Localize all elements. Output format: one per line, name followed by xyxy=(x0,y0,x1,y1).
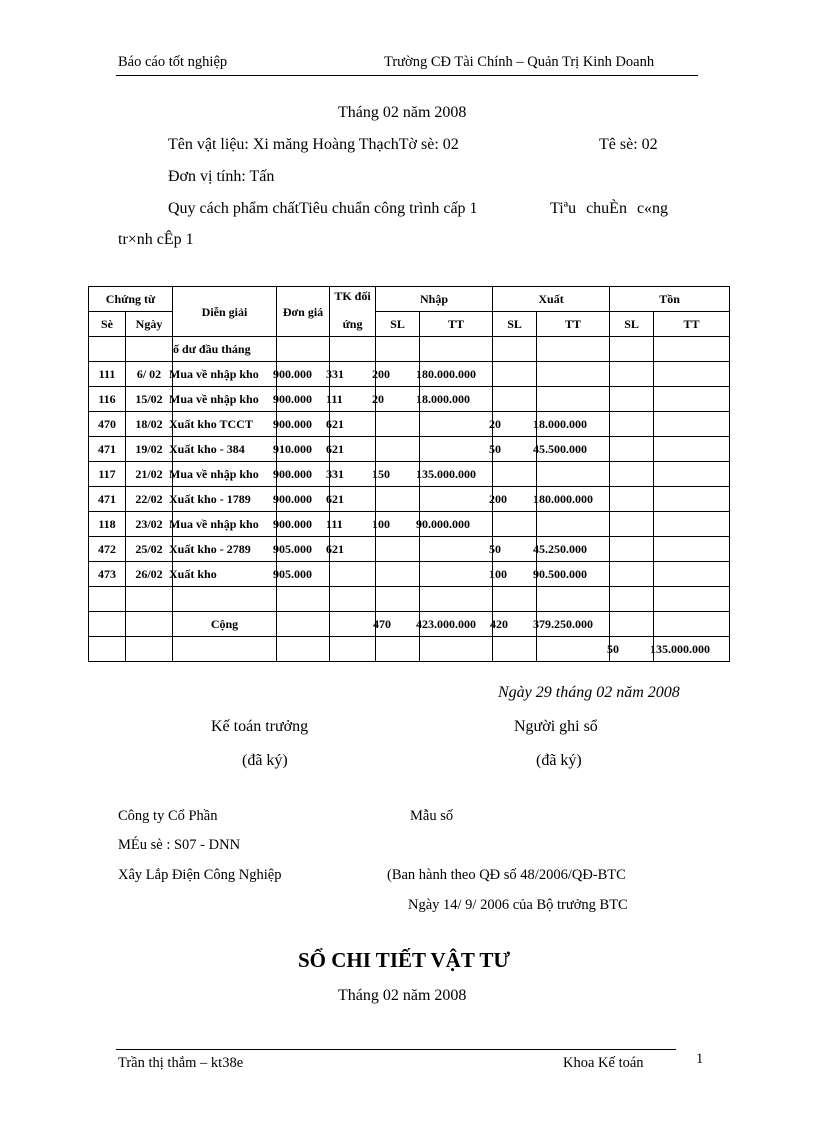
cell-export-qty xyxy=(493,462,537,487)
sheet-number: Tê sè: 02 xyxy=(599,136,658,153)
book-month: Tháng 02 năm 2008 xyxy=(338,987,467,1004)
cell-export-qty: 100 xyxy=(493,562,537,587)
cell-voucher-no: 470 xyxy=(89,412,126,437)
header-row-1 xyxy=(89,287,730,312)
cell-balance-qty xyxy=(610,462,654,487)
cell-export-amount xyxy=(537,462,610,487)
cell-description: Xuất kho xyxy=(173,562,277,587)
intro-month: Tháng 02 năm 2008 xyxy=(338,104,467,121)
spec-tail: Tiªu chuÈn c«ng xyxy=(550,200,669,217)
cell-import-amount xyxy=(420,562,493,587)
spec-line-2: tr×nh cÊp 1 xyxy=(118,231,194,248)
cell-voucher-no: 117 xyxy=(89,462,126,487)
cell-voucher-date: 22/02 xyxy=(126,487,173,512)
blank-row xyxy=(89,587,730,612)
book-title: SỔ CHI TIẾT VẬT TƯ xyxy=(298,948,511,972)
cell-description: Xuất kho - 384 xyxy=(173,437,277,462)
cell-voucher-no: 471 xyxy=(89,437,126,462)
cell-description: Xuất kho - 1789 xyxy=(173,487,277,512)
cell-balance-amount xyxy=(654,387,730,412)
cell-import-qty: 100 xyxy=(376,512,420,537)
cell-export-amount: 180.000.000 xyxy=(537,487,610,512)
chief-accountant-signed: (đã ký) xyxy=(242,752,288,769)
header-rule xyxy=(116,75,698,76)
cell-balance-amount xyxy=(654,537,730,562)
cell-import-qty xyxy=(376,487,420,512)
cell-voucher-date: 15/02 xyxy=(126,387,173,412)
cell-description: Xuất kho - 2789 xyxy=(173,537,277,562)
cell-import-qty xyxy=(376,562,420,587)
col-account-bottom: ứng xyxy=(342,317,363,331)
cell-voucher-date: 19/02 xyxy=(126,437,173,462)
cell-account: 111 xyxy=(330,387,376,412)
col-voucher-date: Ngày xyxy=(126,312,173,337)
cell-import-qty xyxy=(376,412,420,437)
cell-account: 331 xyxy=(330,362,376,387)
cell-export-amount xyxy=(537,387,610,412)
cell-export-amount: 45.250.000 xyxy=(537,537,610,562)
col-balance: Tồn xyxy=(610,287,730,312)
closing-balance-row xyxy=(89,637,730,662)
recorder-signed: (đã ký) xyxy=(536,752,582,769)
cell-unit-price: 905.000 xyxy=(277,537,330,562)
cell-voucher-date: 21/02 xyxy=(126,462,173,487)
spec-line-1: Quy cách phẩm chấtTiêu chuẩn công trình cấp 1 xyxy=(168,200,478,217)
signature-date: Ngày 29 tháng 02 năm 2008 xyxy=(498,684,680,701)
cell-import-amount xyxy=(420,537,493,562)
cell-import-qty: 20 xyxy=(376,387,420,412)
cell-export-qty: 20 xyxy=(493,412,537,437)
cell-balance-amount xyxy=(654,562,730,587)
cell-export-amount: 18.000.000 xyxy=(537,412,610,437)
cell-import-amount: 180.000.000 xyxy=(420,362,493,387)
cell-description: Mua về nhập kho xyxy=(173,512,277,537)
footer-rule xyxy=(116,1049,676,1050)
table-row xyxy=(89,437,730,462)
ledger-body xyxy=(89,362,730,587)
cell-unit-price: 910.000 xyxy=(277,437,330,462)
cell-balance-qty xyxy=(610,537,654,562)
col-account-top: TK đối xyxy=(334,289,371,303)
unit-of-measure: Đơn vị tính: Tấn xyxy=(168,168,275,185)
cell-balance-qty xyxy=(610,362,654,387)
cell-account: 621 xyxy=(330,487,376,512)
col-voucher: Chứng từ xyxy=(89,287,173,312)
cell-voucher-date: 25/02 xyxy=(126,537,173,562)
col-unit-price: Đơn giá xyxy=(277,287,330,337)
total-import-amount: 423.000.000 xyxy=(420,612,493,637)
page-number: 1 xyxy=(696,1051,704,1067)
total-import-qty: 470 xyxy=(376,612,420,637)
table-row xyxy=(89,512,730,537)
cell-voucher-no: 471 xyxy=(89,487,126,512)
cell-unit-price: 900.000 xyxy=(277,512,330,537)
cell-import-amount xyxy=(420,437,493,462)
cell-account: 331 xyxy=(330,462,376,487)
cell-unit-price: 900.000 xyxy=(277,412,330,437)
cell-balance-amount xyxy=(654,462,730,487)
table-row xyxy=(89,562,730,587)
company-name-2: Xây Lắp Điện Công Nghiệp xyxy=(118,867,282,883)
cell-import-amount xyxy=(420,412,493,437)
total-row xyxy=(89,612,730,637)
cell-import-qty xyxy=(376,537,420,562)
col-export-qty: SL xyxy=(493,312,537,337)
footer-author: Trần thị thắm – kt38e xyxy=(118,1055,244,1071)
opening-balance-row xyxy=(89,337,730,362)
cell-import-amount: 135.000.000 xyxy=(420,462,493,487)
cell-voucher-no: 116 xyxy=(89,387,126,412)
closing-qty: 50 xyxy=(610,637,654,662)
cell-import-qty: 200 xyxy=(376,362,420,387)
cell-balance-qty xyxy=(610,512,654,537)
form-code: MÉu sè : S07 - DNN xyxy=(118,837,241,853)
cell-voucher-date: 18/02 xyxy=(126,412,173,437)
cell-description: Mua về nhập kho xyxy=(173,387,277,412)
cell-balance-qty xyxy=(610,437,654,462)
cell-unit-price: 900.000 xyxy=(277,462,330,487)
table-row xyxy=(89,362,730,387)
col-account xyxy=(330,287,376,337)
header-left: Báo cáo tốt nghiệp xyxy=(118,54,228,70)
cell-export-amount: 90.500.000 xyxy=(537,562,610,587)
cell-unit-price: 900.000 xyxy=(277,487,330,512)
ledger-table xyxy=(88,286,730,662)
col-import-amount: TT xyxy=(420,312,493,337)
cell-unit-price: 900.000 xyxy=(277,387,330,412)
cell-export-amount xyxy=(537,512,610,537)
cell-voucher-no: 118 xyxy=(89,512,126,537)
cell-voucher-no: 473 xyxy=(89,562,126,587)
cell-balance-amount xyxy=(654,362,730,387)
cell-export-qty: 50 xyxy=(493,537,537,562)
total-label: Cộng xyxy=(173,612,277,637)
cell-account xyxy=(330,562,376,587)
company-name-1: Công ty Cổ Phần xyxy=(118,808,218,824)
cell-balance-amount xyxy=(654,487,730,512)
total-export-amount: 379.250.000 xyxy=(537,612,610,637)
cell-voucher-date: 23/02 xyxy=(126,512,173,537)
closing-amount: 135.000.000 xyxy=(654,637,730,662)
cell-balance-amount xyxy=(654,412,730,437)
cell-export-qty xyxy=(493,387,537,412)
cell-export-qty xyxy=(493,512,537,537)
cell-import-amount: 90.000.000 xyxy=(420,512,493,537)
cell-voucher-no: 472 xyxy=(89,537,126,562)
opening-balance-label: ố dư đầu tháng xyxy=(173,337,277,362)
cell-import-qty: 150 xyxy=(376,462,420,487)
cell-voucher-date: 26/02 xyxy=(126,562,173,587)
col-balance-qty: SL xyxy=(610,312,654,337)
cell-account: 621 xyxy=(330,537,376,562)
cell-export-qty xyxy=(493,362,537,387)
cell-description: Mua về nhập kho xyxy=(173,462,277,487)
issued-by-line-2: Ngày 14/ 9/ 2006 của Bộ trưởng BTC xyxy=(408,897,628,913)
cell-balance-qty xyxy=(610,487,654,512)
cell-import-qty xyxy=(376,437,420,462)
col-export: Xuất xyxy=(493,287,610,312)
table-row xyxy=(89,412,730,437)
table-row xyxy=(89,462,730,487)
material-name: Tên vật liệu: Xi măng Hoàng ThạchTờ sè: 02 xyxy=(168,136,459,153)
table-row xyxy=(89,537,730,562)
cell-voucher-no: 111 xyxy=(89,362,126,387)
cell-balance-qty xyxy=(610,412,654,437)
cell-balance-qty xyxy=(610,387,654,412)
cell-account: 621 xyxy=(330,437,376,462)
cell-balance-qty xyxy=(610,562,654,587)
issued-by-line-1: (Ban hành theo QĐ số 48/2006/QĐ-BTC xyxy=(387,867,626,883)
recorder-title: Người ghi sổ xyxy=(514,718,598,735)
cell-export-qty: 50 xyxy=(493,437,537,462)
table-row xyxy=(89,487,730,512)
form-label: Mẫu số xyxy=(410,808,454,824)
col-import: Nhập xyxy=(376,287,493,312)
total-export-qty: 420 xyxy=(493,612,537,637)
cell-import-amount: 18.000.000 xyxy=(420,387,493,412)
col-description: Diễn giải xyxy=(173,287,277,337)
footer-department: Khoa Kế toán xyxy=(563,1055,644,1071)
cell-export-amount xyxy=(537,362,610,387)
cell-export-qty: 200 xyxy=(493,487,537,512)
cell-description: Mua về nhập kho xyxy=(173,362,277,387)
cell-balance-amount xyxy=(654,437,730,462)
cell-account: 111 xyxy=(330,512,376,537)
cell-import-amount xyxy=(420,487,493,512)
cell-unit-price: 905.000 xyxy=(277,562,330,587)
cell-description: Xuất kho TCCT xyxy=(173,412,277,437)
header-right: Trường CĐ Tài Chính – Quản Trị Kinh Doanh xyxy=(384,54,655,70)
chief-accountant-title: Kế toán trưởng xyxy=(211,718,309,735)
col-balance-amount: TT xyxy=(654,312,730,337)
col-import-qty: SL xyxy=(376,312,420,337)
cell-export-amount: 45.500.000 xyxy=(537,437,610,462)
cell-account: 621 xyxy=(330,412,376,437)
cell-voucher-date: 6/ 02 xyxy=(126,362,173,387)
cell-balance-amount xyxy=(654,512,730,537)
table-row xyxy=(89,387,730,412)
col-export-amount: TT xyxy=(537,312,610,337)
col-voucher-no: Sè xyxy=(89,312,126,337)
cell-unit-price: 900.000 xyxy=(277,362,330,387)
